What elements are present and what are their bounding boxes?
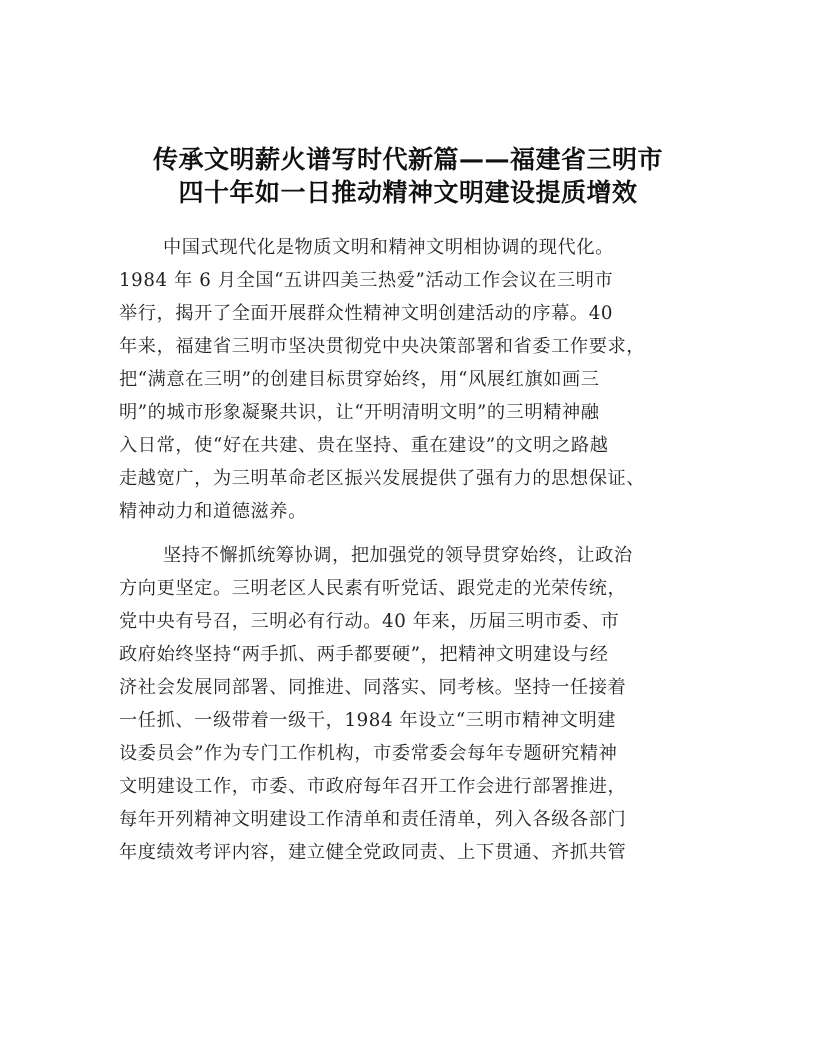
paragraph-line: 年度绩效考评内容，建立健全党政同责、上下贯通、齐抓共管 <box>119 842 627 863</box>
paragraph-line: 济社会发展同部署、同推进、同落实、同考核。坚持一任接着 <box>119 677 627 698</box>
document-body <box>119 231 709 869</box>
paragraph-line: 文明建设工作，市委、市政府每年召开工作会进行部署推进， <box>119 776 627 797</box>
paragraph-2 <box>119 539 709 869</box>
paragraph-line: 坚持不懈抓统筹协调，把加强党的领导贯穿始终，让政治 <box>163 545 633 566</box>
paragraph-line: 1984 年 6 月全国“五讲四美三热爱”活动工作会议在三明市 <box>119 270 614 291</box>
paragraph-line: 精神动力和道德滋养。 <box>119 501 307 522</box>
document-title <box>100 143 716 209</box>
paragraph-line: 走越宽广，为三明革命老区振兴发展提供了强有力的思想保证、 <box>119 468 646 489</box>
paragraph-line: 设委员会”作为专门工作机构，市委常委会每年专题研究精神 <box>119 743 618 764</box>
paragraph-line: 入日常，使“好在共建、贵在坚持、重在建设”的文明之路越 <box>119 435 609 456</box>
paragraph-line: 政府始终坚持“两手抓、两手都要硬”，把精神文明建设与经 <box>119 644 609 665</box>
title-line-1: 传承文明薪火谱写时代新篇——福建省三明市 <box>152 145 663 174</box>
paragraph-line: 每年开列精神文明建设工作清单和责任清单，列入各级各部门 <box>119 809 627 830</box>
paragraph-line: 方向更坚定。三明老区人民素有听党话、跟党走的光荣传统， <box>119 578 627 599</box>
paragraph-line: 明”的城市形象凝聚共识，让“开明清明文明”的三明精神融 <box>119 402 600 423</box>
paragraph-1 <box>119 231 709 528</box>
paragraph-line: 年来，福建省三明市坚决贯彻党中央决策部署和省委工作要求， <box>119 336 646 357</box>
paragraph-line: 举行，揭开了全面开展群众性精神文明创建活动的序幕。40 <box>119 303 614 324</box>
paragraph-line: 把“满意在三明”的创建目标贯穿始终，用“风展红旗如画三 <box>119 369 600 390</box>
paragraph-line: 一任抓、一级带着一级干，1984 年设立“三明市精神文明建 <box>119 710 617 731</box>
paragraph-line: 中国式现代化是物质文明和精神文明相协调的现代化。 <box>163 237 614 258</box>
title-line-2: 四十年如一日推动精神文明建设提质增效 <box>178 178 638 207</box>
paragraph-line: 党中央有号召，三明必有行动。40 年来，历届三明市委、市 <box>119 611 620 632</box>
